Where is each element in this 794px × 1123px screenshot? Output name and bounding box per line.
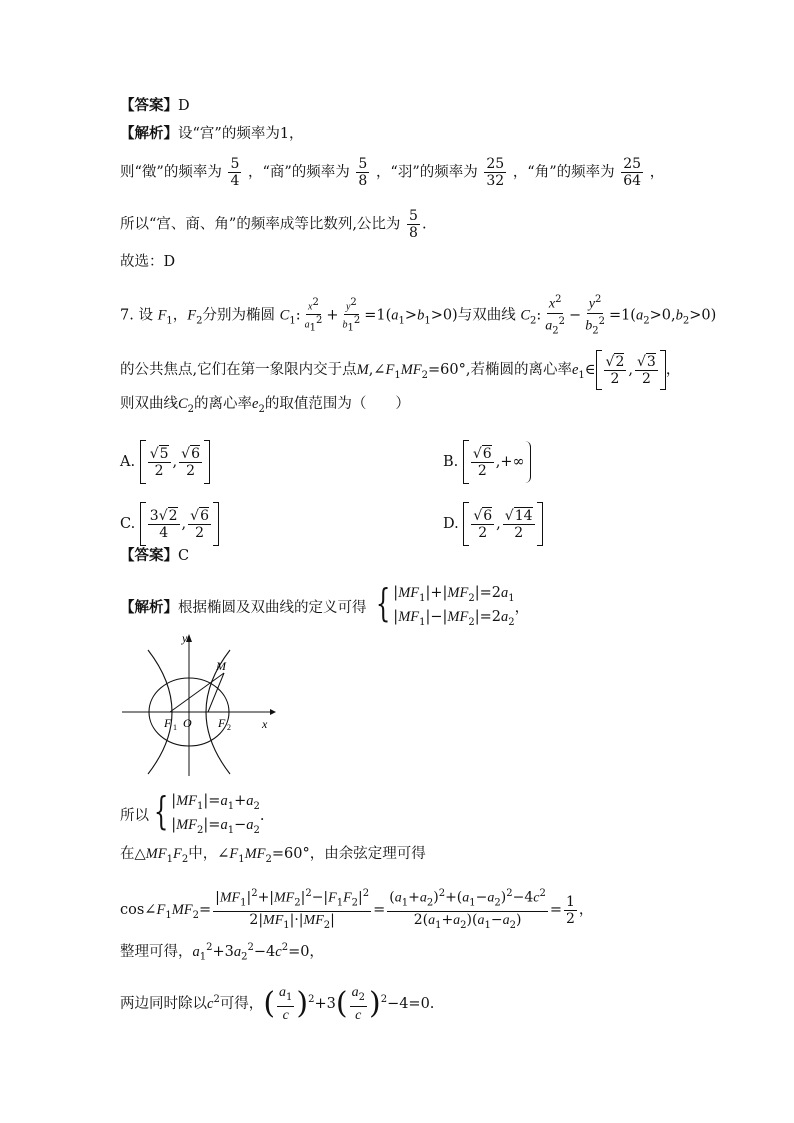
ratio-line: 所以“宫、商、角”的频率成等比数列,公比为 $\frac{5}{8}$ .: [120, 208, 427, 241]
question-7-line-3: 则双曲线$C_2$的离心率$e_2$的取值范围为（ ）: [120, 396, 410, 415]
label-y: y: [182, 631, 188, 645]
question-7-line-2: 的公共焦点,它们在第一象限内交于点$M,\angle F_1MF_2=60^\circ$,若椭圆的离心率$e_1\in$ $\frac{√2}{2}$ , $\frac{√3}{2}$ ，: [120, 350, 680, 390]
option-b[interactable]: B. $\frac{√6}{2}$ ,+∞: [443, 440, 531, 484]
answer-line-1: 【答案】D: [120, 97, 190, 114]
label-f1: F: [164, 716, 172, 730]
answer-line-2: 【答案】C: [120, 547, 190, 564]
option-d[interactable]: D. $\frac{√6}{2}$ , $\frac{√14}{2}$: [443, 502, 543, 546]
label-x: x: [262, 717, 268, 731]
svg-text:2: 2: [227, 723, 231, 732]
question-7-line-1: 7. 设 $F_1$，$F_2$分别为椭圆 $C_1$: $\frac{x^2}{a_1^2}$ + $\frac{y^2}{b_1^2}$ $=1(a_1>b_1>0)$与双曲线 $C_2$: $\frac{x^2}{a_2^2}$ − $\frac{y^2}{b_2^2}$ $=1(a_2>0,b_2>0)$: [120, 294, 717, 337]
option-a[interactable]: A. $\frac{√5}{2}$ , $\frac{√6}{2}$: [120, 440, 210, 484]
divide-line: 两边同时除以$c^2$可得， ( $\frac{a_1}{c}$ ) $^2$+3 ( $\frac{a_2}{c}$ ) $^2$−4=0.: [120, 985, 435, 1023]
so-line: 所以 { $|MF_1|=a_1+a_2$ $|MF_2|=a_1-a_2$ .: [120, 789, 265, 836]
triangle-line: 在$\triangle MF_1F_2$中，$\angle F_1MF_2=60^\circ$，由余弦定理可得: [120, 846, 426, 865]
analysis-line-2: 【解析】根据椭圆及双曲线的定义可得 { $|MF_1|+|MF_2|=2a_1$ $|MF_1|-|MF_2|=2a_2$ ，: [120, 581, 530, 628]
analysis-line-1: 【解析】设“宫”的频率为1，: [120, 125, 304, 142]
label-f2: F: [218, 716, 226, 730]
simplify-line: 整理可得，$a_1^2+3a_2^2-4c^2=0$，: [120, 942, 324, 963]
cosine-formula: $\cos\angle F_1MF_2=$ $\frac{|MF_1|^2+|MF_2|^2-|F_1F_2|^2}{2|MF_1|\cdot|MF_2|}$ = $\frac{(a_1+a_2)^2+(a_1-a_2)^2-4c^2}{2(a_1+a_2)(a_1-a_2)}$ = $\frac{1}{2}$ ，: [120, 888, 594, 932]
choose-line: 故选：D: [120, 254, 176, 270]
svg-text:1: 1: [173, 723, 177, 732]
label-o: O: [183, 716, 192, 730]
label-m: M: [216, 659, 226, 673]
frequency-line: 则“徵”的频率为 $\frac{5}{4}$ ，“商”的频率为 $\frac{5}{8}$ ，“羽”的频率为 $\frac{25}{32}$ ，“角”的频率为 $\frac{25}{64}$ ，: [120, 156, 665, 189]
ellipse-hyperbola-figure: [118, 630, 288, 780]
option-c[interactable]: C. $\frac{3√2}{4}$ , $\frac{√6}{2}$: [120, 502, 219, 546]
